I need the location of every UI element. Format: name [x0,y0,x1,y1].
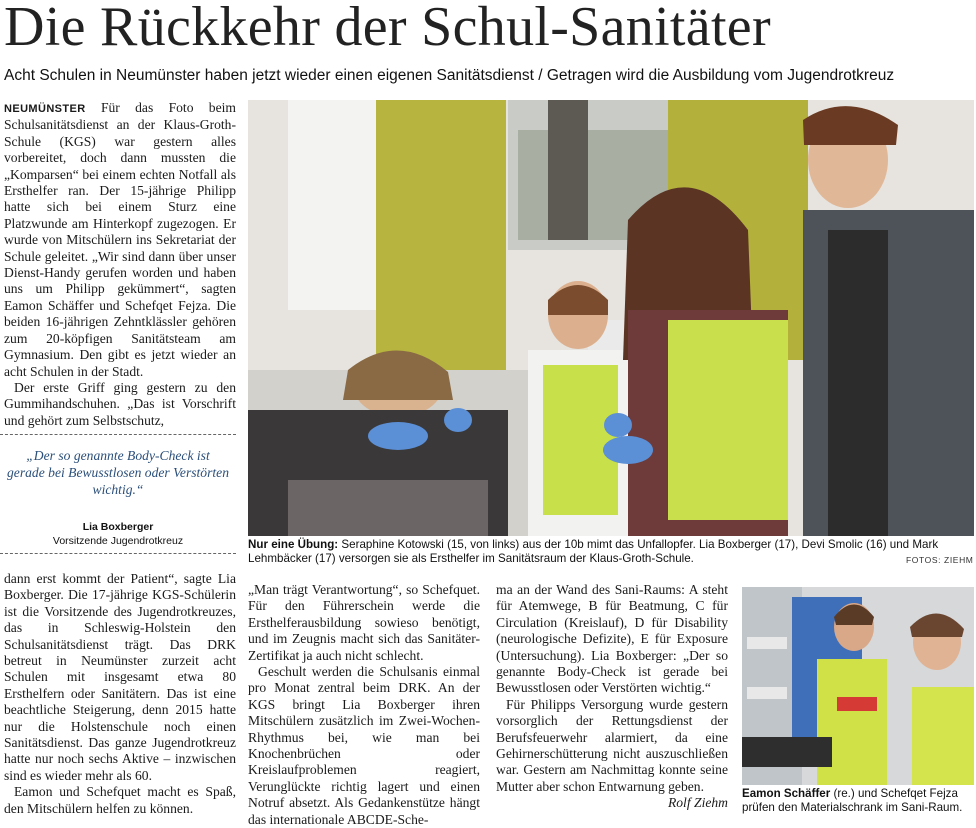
paragraph: ma an der Wand des Sani-Raums: A steht für Atemwege, B für Beatmung, C für Circulation (Kreislauf), D für Disability (neurologische Defizite), E für Exposure (Untersuchung). Lia Boxberger: „Der so genannte Body-Check ist gerade bei Bewusstlosen oder Verstörten wichtig.“ [496,582,728,696]
paragraph: Der erste Griff ging gestern zu den Gummihandschuhen. „Das ist Vorschrift und gehört zum Selbstschutz, [4,379,236,428]
author-signature: Rolf Ziehm [667,795,728,811]
small-photo-illustration [742,587,974,785]
article-column-1-bottom [4,571,236,817]
headline: Die Rückkehr der Schul-Sanitäter [4,0,771,58]
main-photo-illustration [248,100,974,536]
dateline: NEUMÜNSTER [4,103,86,115]
paragraph: „Man trägt Verantwortung“, so Schefquet. Für den Führerschein werde die Ersthelferausbildung sowieso benötigt, und im Zeugnis macht sich das Sanitäter-Zertifikat ja auch nicht schlecht. [248,582,480,663]
paragraph: Eamon und Schefquet macht es Spaß, den Mitschülern helfen zu können. [4,784,236,816]
caption-text: (re.) und Schefqet Fejza prüfen den Materialschrank im Sani-Raum. [742,787,963,814]
main-photo-caption [248,538,974,566]
pull-quote [0,434,236,554]
paragraph: Für Philipps Versorgung wurde gestern vorsorglich der Rettungsdienst der Berufsfeuerwehr alarmiert, da eine Gehirnerschütterung nicht auszuschließen war. Gestern am Nachmittag konnte seine Mutter aber schon Entwarnung geben. [496,696,728,794]
article-column-3 [496,582,728,812]
paragraph: Für das Foto beim Schulsanitätsdienst an der Klaus-Groth-Schule (KGS) war gestern alles vorbereitet, doch dann mussten die „Komparsen“ bei einem echten Notfall als Ersthelfer ran. Der 15-jährige Philipp hatte sich bei einem Sturz eine Platzwunde am Hinterkopf zugezogen. Er wurde von Mitschülern ins Sekretariat der Schule geleitet. „Wir sind dann über unser Dienst-Handy gerufen worden und haben uns um Philipp gekümmert“, sagten Eamon Schäffer und Schefqet Fejza. Die beiden 16-jährigen Zehntklässler gehören zum 20-köpfigen Sanitätsteam am Gymnasium. Den gibt es jetzt wieder an acht Schulen in der Stadt. [4,100,236,379]
main-photo [248,100,974,536]
article-column-2 [248,582,480,828]
paragraph: dann erst kommt der Patient“, sagte Lia Boxberger. Die 17-jährige KGS-Schülerin ist die Vorsitzende des Jugendrotkreuzes, das in Schleswig-Holstein den Schulsanitätsdienst trägt. Das DRK betreut in Neumünster zurzeit acht Schulen mit insgesamt etwa 80 Ersthelfern oder Sanitätern. Das ist eine beachtliche Steigerung, denn 2015 hatte nur die Holstenschule noch einen Sanitätsdienst. Das ganze Jugendrotkreuz hatte nur noch sechs Aktive – inzwischen sind es wieder mehr als 60. [4,571,236,783]
photo-credit: FOTOS: ZIEHM [906,555,974,565]
quote-text: „Der so genannte Body-Check ist gerade bei Bewusstlosen oder Verstörten wichtig.“ [7,448,229,497]
article-column-1-top [4,100,236,429]
quote-author: Lia Boxberger [82,521,154,533]
caption-lead: Nur eine Übung: [248,538,339,551]
quote-role: Vorsitzende Jugendrotkreuz [52,535,184,547]
small-photo [742,587,974,785]
small-photo-caption [742,787,974,815]
paragraph: Geschult werden die Schulsanis einmal pro Monat zentral beim DRK. An der KGS bringt Lia Boxberger ihren Mitschülern zusätzlich im Zwei-Wochen-Rhythmus bei, wie man bei Knochenbrüchen oder Kreislaufproblemen reagiert, Verunglückte richtig lagert und einen Notruf absetzt. Als Gedankenstütze hängt das internationale ABCDE-Sche- [248,664,480,827]
caption-text: Seraphine Kotowski (15, von links) aus der 10b mimt das Unfallopfer. Lia Boxberger (17), Devi Smolic (16) und Mark Lehmbäcker (17) versorgen sie als Ersthelfer im Sanitätsraum der Klaus-Groth-Schule. [248,538,939,565]
caption-lead: Eamon Schäffer [742,787,831,800]
subheadline: Acht Schulen in Neumünster haben jetzt wieder einen eigenen Sanitätsdienst / Getragen wird die Ausbildung vom Jugendrotkreuz [4,67,895,84]
